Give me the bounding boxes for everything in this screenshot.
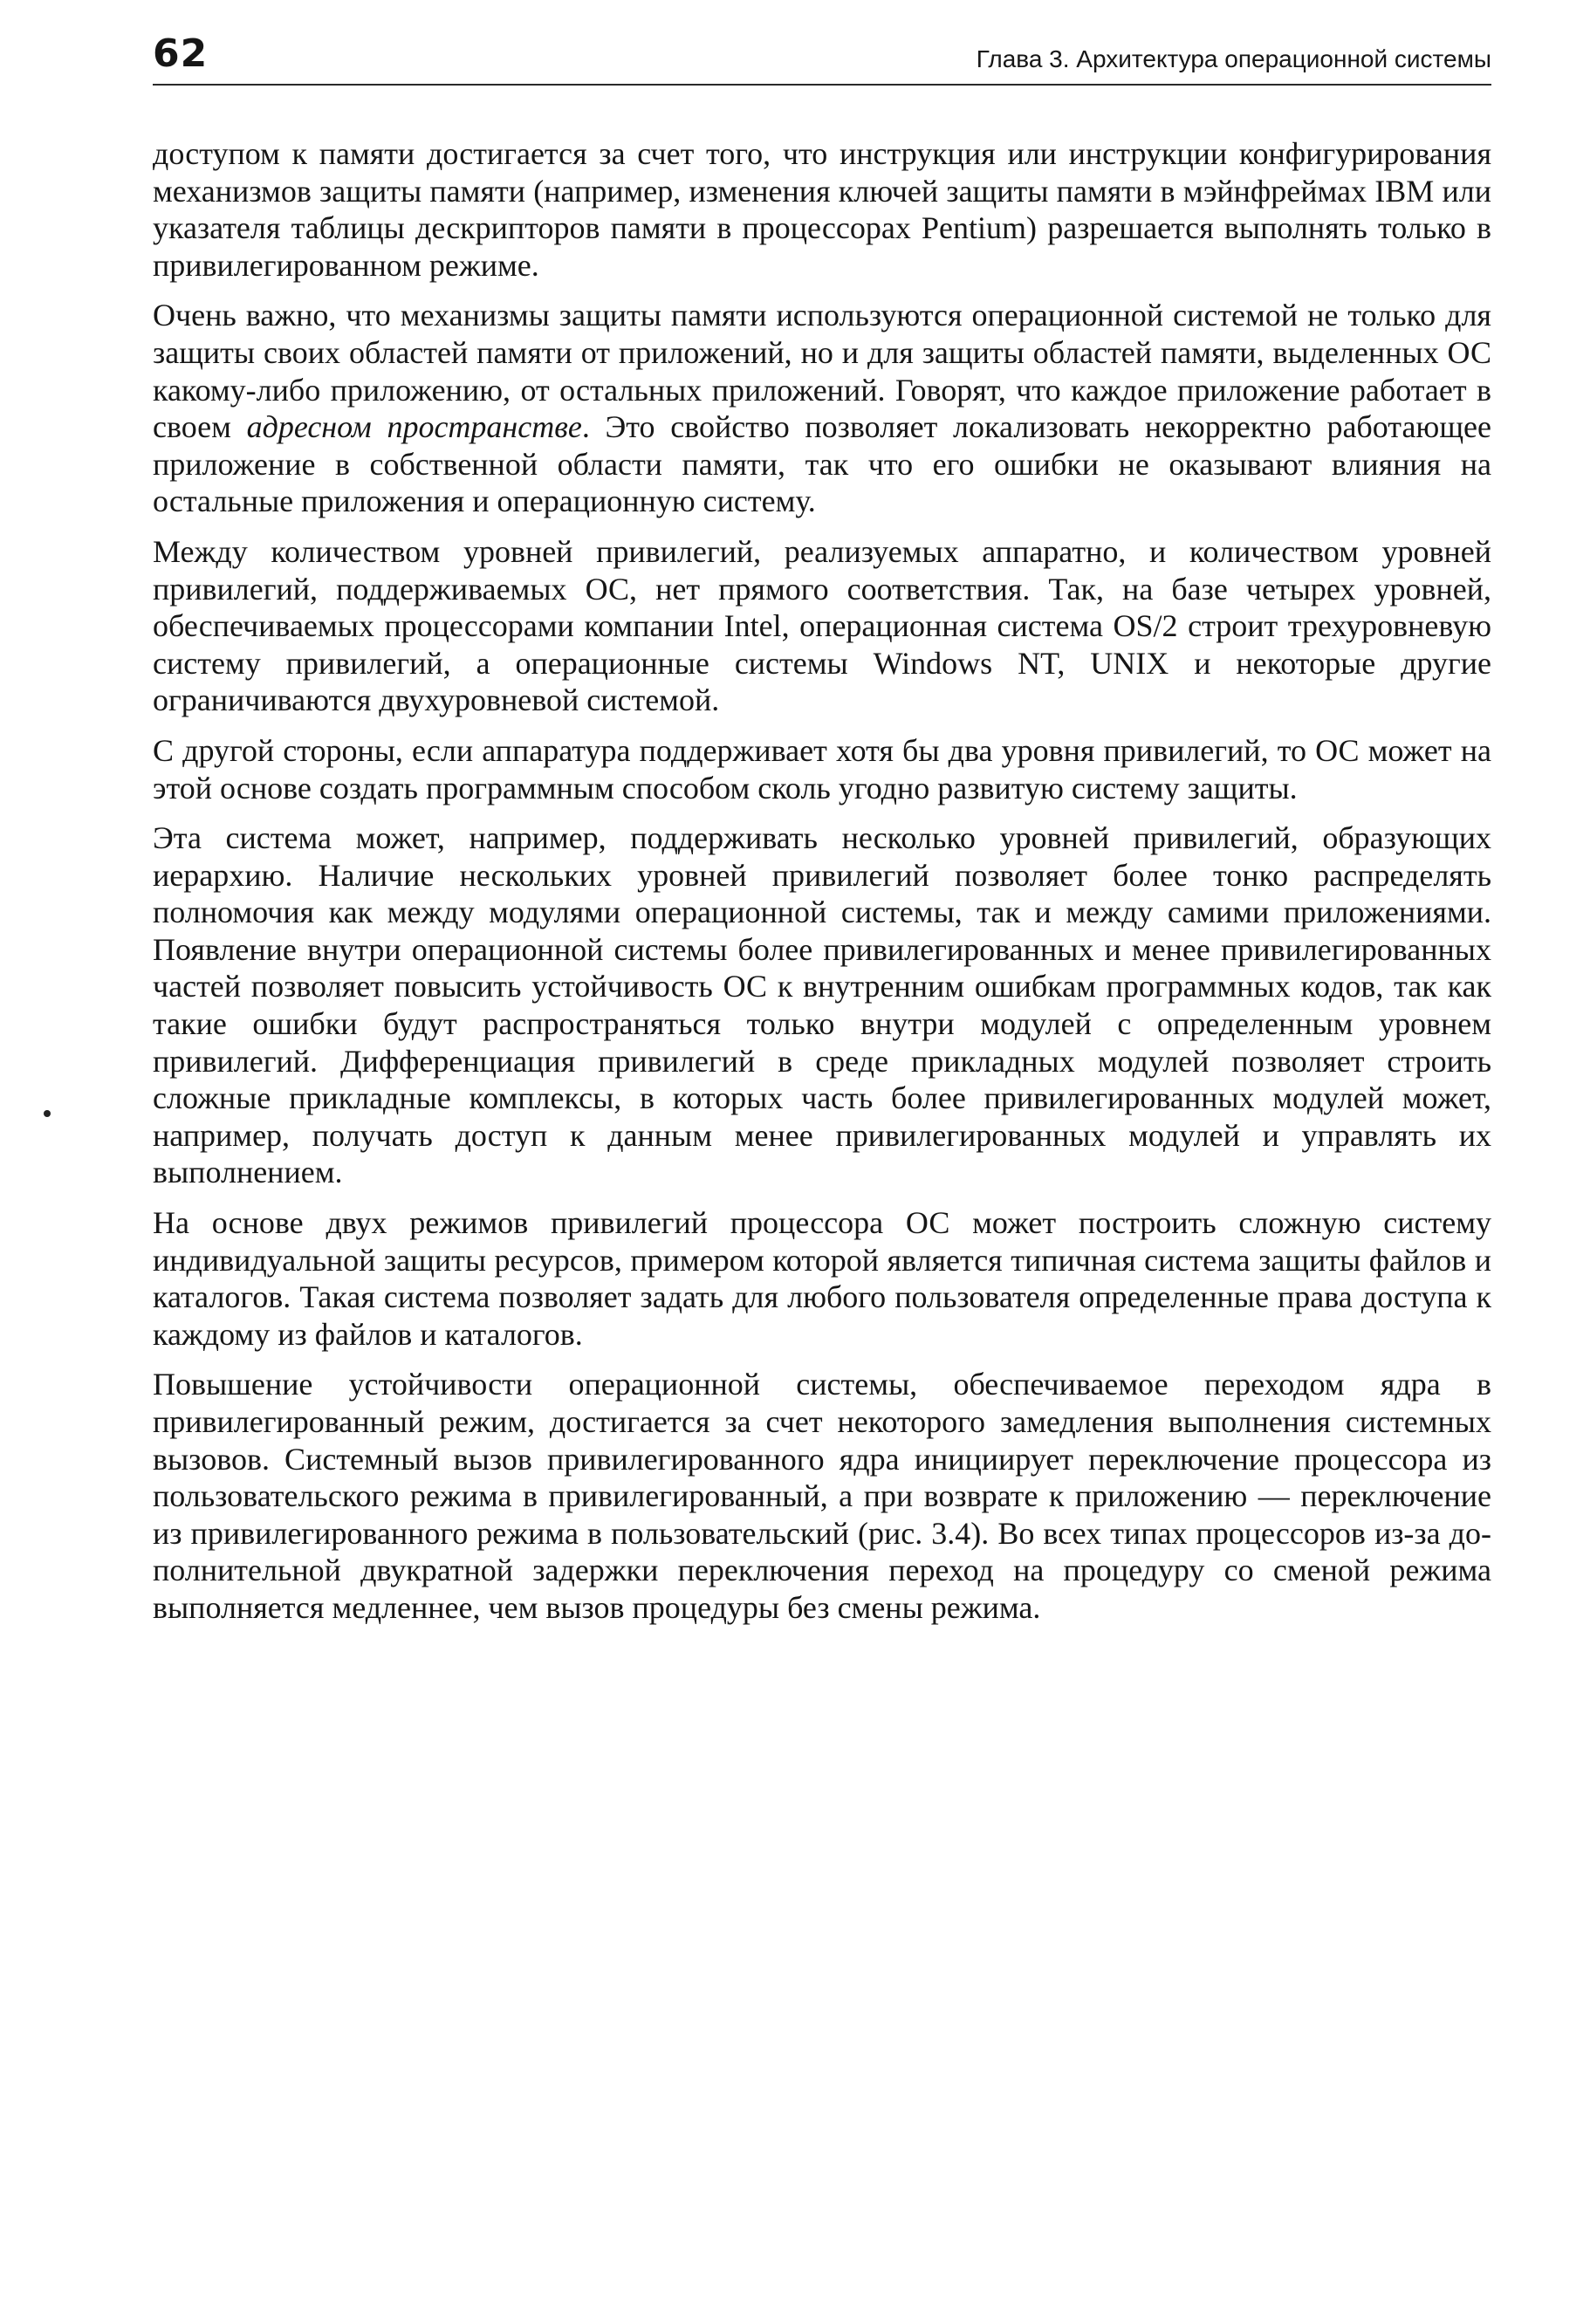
- paragraph: На основе двух режимов привилегий процессора ОС может построить сложную систему индивидуальной защиты ресурсов, примером которой является типичная система защиты файлов и каталогов. Такая система позволяет задать для любого пользователя определенные права доступа к каждому из файлов и каталогов.: [153, 1205, 1491, 1352]
- paragraph: Эта система может, например, поддерживать несколько уровней привилегий, образующих иерархию. Наличие нескольких уровней привилегий позволяет более тонко распределять полномочия как между модулями операционной системы, так и между самими приложениями. Появление внутри операционной системы более привилегированных и менее привилегированных частей позволяет повысить устойчивость ОС к внутренним ошибкам программных кодов, так как такие ошибки будут распространяться только внутри модулей с определенным уровнем привилегий. Дифференциация привилегий в среде прикладных модулей позволяет строить сложные прикладные комплексы, в которых часть более привилегированных модулей может, например, получать доступ к данным менее привилегированных модулей и управлять их выполнением.: [153, 820, 1491, 1190]
- paragraph: Между количеством уровней привилегий, реализуемых аппаратно, и количеством уровней привилегий, поддерживаемых ОС, нет прямого соответствия. Так, на базе четырех уровней, обеспечиваемых процессорами компании Intel, операционная система OS/2 строит трехуровневую систему привилегий, а операционные системы Windows NT, UNIX и некоторые другие ограничиваются двухуровневой системой.: [153, 533, 1491, 718]
- page-number: 62: [153, 31, 209, 76]
- margin-mark: [44, 1110, 51, 1117]
- running-head: Глава 3. Архитектура операционной системы: [976, 45, 1491, 72]
- paragraph: [153, 297, 1491, 520]
- paragraph-text: . Это свойство позволяет локализовать некорректно работающее приложение в собственной области памяти, так что его ошибки не оказывают влияния на остальные приложения и операционную систему.: [153, 409, 1491, 519]
- page-header: [153, 31, 1491, 86]
- body-text: [153, 135, 1491, 1640]
- emphasized-term: адресном пространстве: [246, 409, 582, 445]
- paragraph-text: Очень важно, что механизмы защиты памяти используются операционной системой не только для защиты своих областей памяти от приложений, но и для защиты областей памяти, выделенных ОС какому-либо приложению, от остальных приложений. Говорят, что каждое приложение работает в своем: [153, 298, 1491, 445]
- paragraph: доступом к памяти достигается за счет того, что инструкция или инструкции конфигурирования механизмов защиты памяти (например, изменения ключей защиты памяти в мэйнфреймах IBM или указателя таблицы дескрипторов памяти в процессорах Pentium) разрешается выполнять только в привилегированном режиме.: [153, 136, 1491, 283]
- paragraph: С другой стороны, если аппаратура поддерживает хотя бы два уровня привилегий, то ОС может на этой основе создать программным способом сколь угодно развитую систему защиты.: [153, 732, 1491, 806]
- paragraph: Повышение устойчивости операционной системы, обеспечиваемое переходом ядра в привилегированный режим, достигается за счет некоторого замедления выполнения системных вызовов. Системный вызов привилегированного ядра инициирует переключение процессора из пользовательского режима в привилегированный, а при возврате к приложению — переключение из привилегированного режима в пользовательский (рис. 3.4). Во всех типах процессоров из-за дополнительной двукратной задержки переключения переход на процедуру со сменой режима выполняется медленнее, чем вызов процедуры без смены режима.: [153, 1367, 1491, 1625]
